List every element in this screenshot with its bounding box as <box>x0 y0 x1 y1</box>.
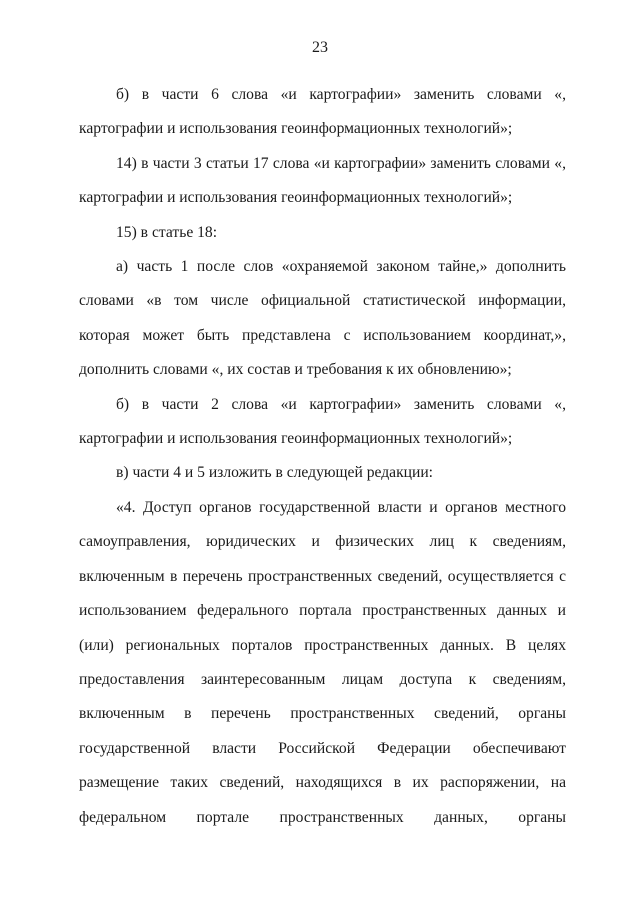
paragraph-amendment-v-parts-4-5: в) части 4 и 5 изложить в следующей редакции: <box>116 464 434 482</box>
paragraph-amendment-b-part-6: б) в части 6 слова «и картографии» заменить словами «, картографии и использования геоинформационных технологий»; <box>79 86 566 138</box>
page-number: 23 <box>312 39 328 56</box>
paragraph-amendment-a-part-1: а) часть 1 после слов «охраняемой законом тайне,» дополнить словами «в том числе официальной статистической информации, которая может быть представлена с использованием координат,», дополнить словами «, их состав и требования к их обновлению»; <box>79 258 566 379</box>
paragraph-new-part-4-text: «4. Доступ органов государственной власти и органов местного самоуправления, юридических и физических лиц к сведениям, включенным в перечень пространственных сведений, осуществляется с использованием федерального портала пространственных данных и (или) региональных порталов пространственных данных. В целях предоставления заинтересованным лицам доступа к сведениям, включенным в перечень пространственных сведений, органы государственной власти Российской Федерации обеспечивают размещение таких сведений, находящихся в их распоряжении, на федеральном портале пространственных данных, органы <box>79 498 566 826</box>
paragraph-item-14: 14) в части 3 статьи 17 слова «и картографии» заменить словами «, картографии и использования геоинформационных технологий»; <box>79 154 566 207</box>
paragraph-amendment-b-part-2: б) в части 2 слова «и картографии» заменить словами «, картографии и использования геоинформационных технологий»; <box>79 395 566 448</box>
document-body <box>79 78 566 835</box>
paragraph-item-15: 15) в статье 18: <box>116 223 218 241</box>
